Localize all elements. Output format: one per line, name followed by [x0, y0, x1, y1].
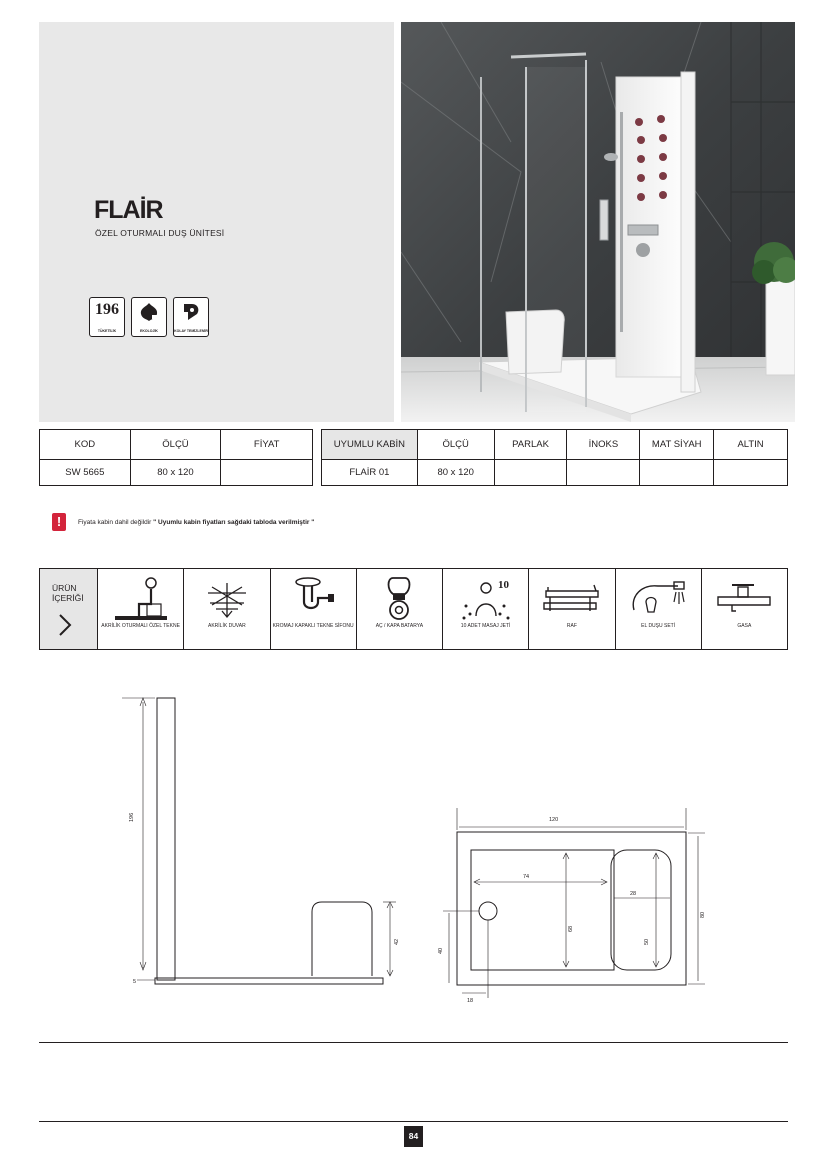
easy-clean-badge [173, 297, 209, 337]
side-view-drawing [122, 698, 396, 984]
table-row [322, 460, 788, 486]
eco-leaf-icon [138, 302, 160, 322]
content-label: 10 ADET MASAJ JETİ [460, 623, 511, 629]
acrylic-wall-icon [202, 579, 252, 619]
drain-siphon-icon [288, 576, 338, 622]
notice-text [78, 519, 314, 526]
divider [39, 1042, 788, 1043]
contents-label [52, 583, 84, 603]
hand-shower-icon [628, 576, 688, 622]
dim-height-label: 196 [129, 812, 135, 822]
valve-icon [712, 579, 776, 619]
top-view-drawing [443, 808, 705, 998]
table-header: ÖLÇÜ [417, 430, 494, 460]
table-header: İNOKS [567, 430, 640, 460]
chevron-right-icon [58, 613, 72, 637]
content-label: EL DUŞU SETİ [641, 623, 676, 629]
dim-seat-width-label: 28 [630, 891, 637, 897]
table-cell: 80 x 120 [417, 460, 494, 486]
alert-icon: ! [52, 513, 66, 531]
table-header: PARLAK [494, 430, 567, 460]
number-badge [89, 297, 125, 337]
content-item [98, 569, 184, 649]
content-label: AKRİLİK DUVAR [208, 623, 246, 629]
dim-drain-y-label: 40 [438, 947, 444, 954]
badge-number: 196 [95, 301, 119, 318]
hero-panel [39, 22, 394, 422]
product-table [39, 429, 313, 486]
table-header: ÖLÇÜ [130, 430, 221, 460]
content-label: AKRİLİK OTURMALI ÖZEL TEKNE [101, 623, 180, 629]
table-header: UYUMLU KABİN [322, 430, 418, 460]
technical-drawings [0, 680, 827, 1010]
page-number: 84 [404, 1126, 423, 1147]
badge-caption: EKOLOJİK [140, 329, 158, 333]
content-label: KROMAJ KAPAKLI TEKNE SİFONU [272, 623, 354, 629]
dim-width-label: 120 [549, 817, 559, 823]
massage-jets-icon [456, 576, 516, 622]
content-item [271, 569, 357, 649]
content-item [616, 569, 702, 649]
table-cell [567, 460, 640, 486]
content-label: GASA [737, 623, 752, 629]
shelf-icon [540, 579, 604, 619]
content-item [529, 569, 615, 649]
table-cell [714, 460, 788, 486]
content-item [702, 569, 787, 649]
badge-caption: TÜKETİLİK [97, 329, 117, 333]
dim-seat-depth-label: 50 [644, 938, 650, 945]
dim-drain-x-label: 18 [467, 998, 474, 1004]
divider [39, 1121, 788, 1122]
badge-caption: KOLAY TEMİZLENİR [174, 329, 208, 333]
content-label: RAF [566, 623, 577, 629]
cabin-table [321, 429, 788, 486]
table-cell: 80 x 120 [130, 460, 221, 486]
content-item [443, 569, 529, 649]
table-row [40, 460, 313, 486]
easy-clean-icon [180, 302, 202, 322]
product-photo [401, 22, 795, 422]
jets-count: 10 [497, 579, 509, 591]
table-header: MAT SİYAH [640, 430, 714, 460]
table-cell [494, 460, 567, 486]
content-item [357, 569, 443, 649]
eco-badge [131, 297, 167, 337]
acrylic-seat-tray-icon [111, 576, 171, 622]
content-label: AÇ / KAPA BATARYA [375, 623, 424, 629]
table-cell: FLAİR 01 [322, 460, 418, 486]
table-cell: SW 5665 [40, 460, 131, 486]
mixer-tap-icon [379, 576, 419, 622]
dim-depth-label: 80 [700, 911, 706, 918]
price-notice [52, 513, 314, 531]
table-cell [640, 460, 714, 486]
content-item [184, 569, 270, 649]
dim-seat-label: 42 [394, 938, 400, 945]
dim-base-label: 5 [133, 979, 137, 985]
product-contents [39, 568, 788, 650]
table-header: KOD [40, 430, 131, 460]
contents-label-line1: ÜRÜN [52, 583, 77, 593]
table-header: ALTIN [714, 430, 788, 460]
contents-label-line2: İÇERİĞİ [52, 593, 84, 603]
table-header: FİYAT [221, 430, 313, 460]
contents-heading [40, 569, 98, 649]
table-cell [221, 460, 313, 486]
dim-tray-width-label: 74 [523, 874, 530, 880]
product-subtitle: ÖZEL OTURMALI DUŞ ÜNİTESİ [95, 228, 225, 238]
notice-emphasis: " Uyumlu kabin fiyatları sağdaki tabloda verilmiştir " [153, 518, 315, 526]
dim-tray-depth-label: 68 [568, 925, 574, 932]
product-title: FLAİR [94, 196, 163, 224]
notice-main: Fiyata kabin dahil değildir [78, 518, 152, 526]
